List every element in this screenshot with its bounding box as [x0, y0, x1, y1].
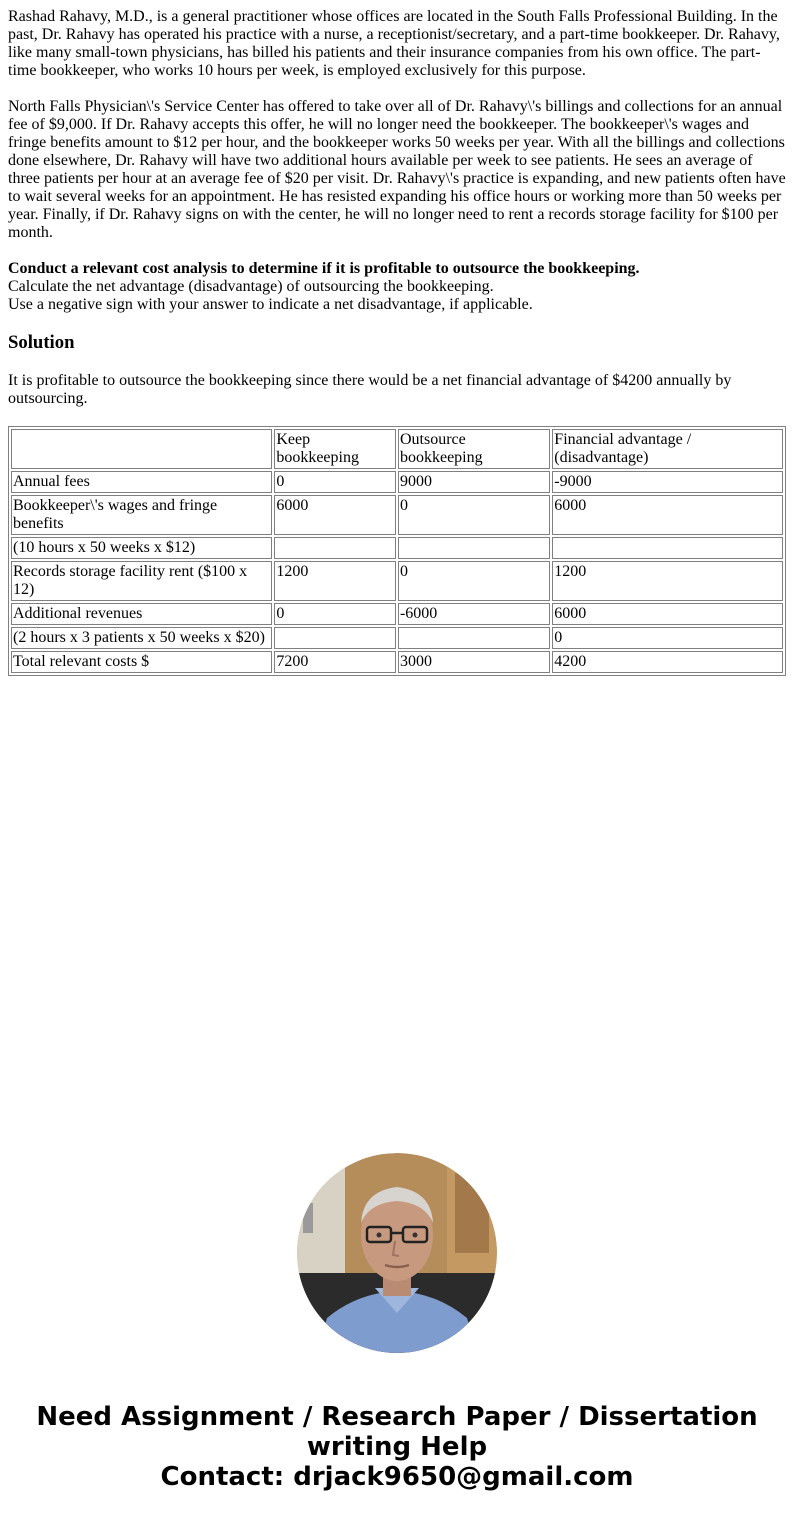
cell-keep: 1200	[274, 561, 396, 601]
cost-analysis-table	[8, 426, 786, 676]
cell-outsource	[398, 627, 550, 649]
cell-outsource: 9000	[398, 471, 550, 493]
cell-advantage: -9000	[552, 471, 783, 493]
cell-advantage	[552, 537, 783, 559]
table-row	[11, 627, 783, 649]
row-label: Annual fees	[11, 471, 272, 493]
question-title: Conduct a relevant cost analysis to determine if it is profitable to outsource the bookkeeping.	[8, 260, 640, 277]
header-cell-empty	[11, 429, 272, 469]
problem-paragraph-1: Rashad Rahavy, M.D., is a general practitioner whose offices are located in the South Falls Professional Building. In the past, Dr. Rahavy has operated his practice with a nurse, a receptionist/secretary, and a part-time bookkeeper. Dr. Rahavy, like many small-town physicians, has billed his patients and their insurance companies from his own office. The part-time bookkeeper, who works 10 hours per week, is employed exclusively for this purpose.	[8, 8, 780, 79]
row-label: Total relevant costs $	[11, 651, 272, 673]
cell-outsource	[398, 537, 550, 559]
avatar	[297, 1153, 497, 1353]
table-row	[11, 603, 783, 625]
cell-outsource: 0	[398, 561, 550, 601]
cell-advantage: 6000	[552, 603, 783, 625]
table-row	[11, 561, 783, 601]
row-label: Records storage facility rent ($100 x 12)	[11, 561, 272, 601]
cell-outsource: 0	[398, 495, 550, 535]
footer-contact: Contact: drjack9650@gmail.com	[160, 1462, 634, 1492]
cell-keep: 7200	[274, 651, 396, 673]
footer-line-2: writing Help	[306, 1432, 488, 1462]
row-label: Additional revenues	[11, 603, 272, 625]
footer-line-1: Need Assignment / Research Paper / Dissertation	[36, 1402, 758, 1432]
cell-keep	[274, 627, 396, 649]
cell-outsource: 3000	[398, 651, 550, 673]
cell-advantage: 4200	[552, 651, 783, 673]
question-instruction-1: Calculate the net advantage (disadvantage) of outsourcing the bookkeeping.	[8, 278, 494, 295]
help-footer	[0, 1402, 794, 1492]
cell-keep: 0	[274, 471, 396, 493]
header-cell-advantage: Financial advantage / (disadvantage)	[552, 429, 783, 469]
row-label: (2 hours x 3 patients x 50 weeks x $20)	[11, 627, 272, 649]
header-cell-keep: Keep bookkeeping	[274, 429, 396, 469]
cell-keep: 6000	[274, 495, 396, 535]
cell-keep	[274, 537, 396, 559]
solution-heading: Solution	[8, 332, 75, 353]
cell-advantage: 0	[552, 627, 783, 649]
row-label: (10 hours x 50 weeks x $12)	[11, 537, 272, 559]
table-row	[11, 471, 783, 493]
cell-outsource: -6000	[398, 603, 550, 625]
solution-summary: It is profitable to outsource the bookkeeping since there would be a net financial advantage of $4200 annually by outsourcing.	[8, 372, 732, 407]
question-instruction-2: Use a negative sign with your answer to indicate a net disadvantage, if applicable.	[8, 296, 533, 313]
table-header-row	[11, 429, 783, 469]
cell-keep: 0	[274, 603, 396, 625]
row-label: Bookkeeper\'s wages and fringe benefits	[11, 495, 272, 535]
problem-paragraph-2: North Falls Physician\'s Service Center has offered to take over all of Dr. Rahavy\'s billings and collections for an annual fee of $9,000. If Dr. Rahavy accepts this offer, he will no longer need the bookkeeper. The bookkeeper\'s wages and fringe benefits amount to $12 per hour, and the bookkeeper works 50 weeks per year. With all the billings and collections done elsewhere, Dr. Rahavy will have two additional hours available per week to see patients. He sees an average of three patients per hour at an average fee of $20 per visit. Dr. Rahavy\'s practice is expanding, and new patients often have to wait several weeks for an appointment. He has resisted expanding his office hours or working more than 50 weeks per year. Finally, if Dr. Rahavy signs on with the center, he will no longer need to rent a records storage facility for $100 per month.	[8, 98, 786, 241]
header-cell-outsource: Outsource bookkeeping	[398, 429, 550, 469]
question-block	[8, 260, 786, 314]
cell-advantage: 1200	[552, 561, 783, 601]
cell-advantage: 6000	[552, 495, 783, 535]
table-row	[11, 537, 783, 559]
table-row	[11, 495, 783, 535]
table-row-total	[11, 651, 783, 673]
document-body	[8, 8, 786, 676]
person-photo-icon	[297, 1153, 497, 1353]
